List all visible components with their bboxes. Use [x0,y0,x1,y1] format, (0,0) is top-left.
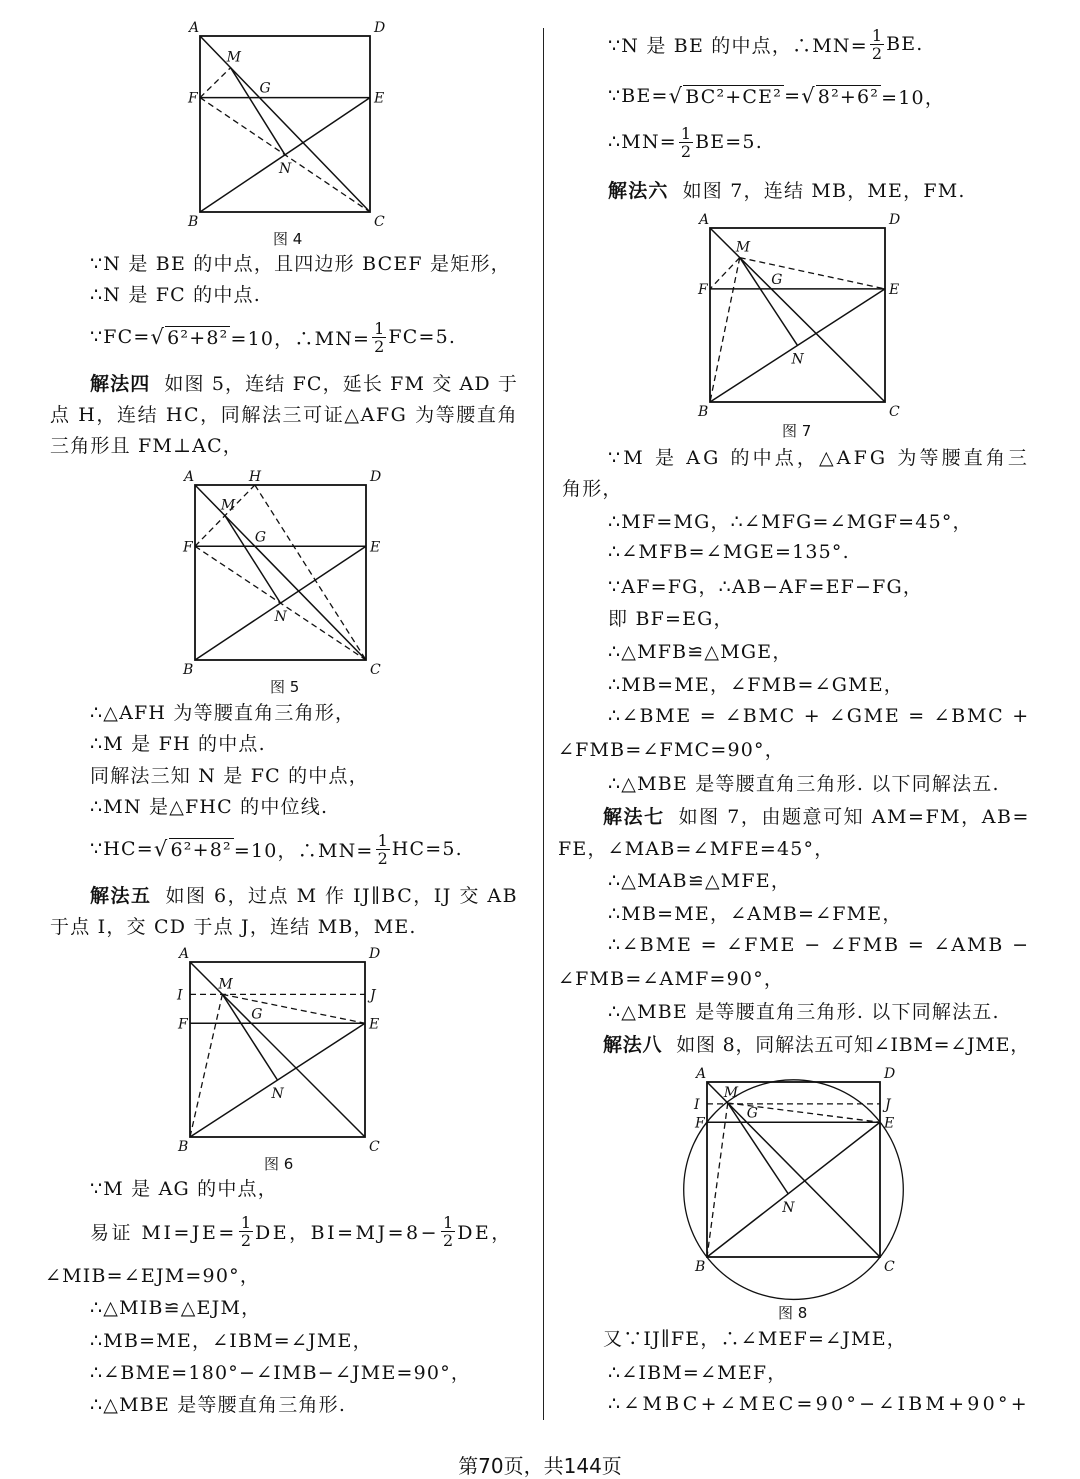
fraction [372,320,386,355]
dashed-segment-ME [222,994,365,1023]
fraction-denominator: 2 [374,336,385,356]
text-line [608,441,1030,471]
point-label-F: F [188,90,198,107]
text-segment: ∠MIB=∠EJM=90°， [45,1264,261,1287]
point-label-B: B [695,1259,706,1275]
text-segment: = [784,85,802,107]
text-segment: ∵AF=FG，∴AB−AF=EF−FG， [608,575,924,598]
segment-MN [728,1103,789,1194]
dashed-segment-MB [190,994,222,1137]
text-line [90,727,266,757]
text-segment: 角形， [562,477,623,500]
text-line [603,800,1030,830]
point-label-M: M [723,1085,739,1101]
text-segment: ∴∠IBM=∠MEF， [608,1361,788,1384]
text-line [45,1259,260,1289]
point-label-A: A [696,1066,707,1082]
fraction-denominator: 2 [680,141,692,161]
fraction-numerator: 1 [680,123,692,143]
figure-5 [155,445,406,700]
text-line [90,696,355,726]
dashed-segment-MF [710,258,740,289]
method-heading: 解法五 [90,884,152,907]
point-label-F: F [698,281,708,298]
segment-MN [225,516,281,604]
square-root [669,84,784,108]
method-heading: 解法六 [608,179,669,202]
text-segment: 又∵IJ∥FE，∴∠MEF=∠JME， [603,1327,907,1350]
text-line [90,367,518,397]
point-label-G: G [254,529,267,546]
fraction-denominator: 2 [443,1230,454,1250]
line-content [90,1293,261,1320]
point-label-N: N [791,351,804,368]
point-label-B: B [188,214,199,230]
text-segment: BE. [886,33,924,55]
text-line [558,733,785,763]
figure-7 [670,188,925,442]
line-content [608,637,793,664]
line-content [90,698,355,725]
text-line [90,1291,261,1321]
point-label-N: N [271,1086,284,1103]
text-line [608,668,904,698]
text-segment: ∴∠BME=180°−∠IMB−∠JME=90°， [90,1361,472,1384]
text-line [608,25,924,63]
point-label-C: C [884,1259,895,1275]
line-content [608,705,1030,727]
radicand: 6²+8² [170,839,232,861]
text-line [608,767,1000,797]
line-content [608,997,1000,1024]
method-heading: 解法七 [603,805,665,828]
segment-AC [200,36,370,212]
point-label-E: E [370,539,381,556]
line-content [90,761,369,788]
point-label-M: M [226,49,241,66]
line-content [608,572,923,599]
radical-sign-icon: √ [668,84,684,108]
radical-sign-icon: √ [801,84,816,108]
text-segment: ∴∠BME = ∠BMC + ∠GME = ∠BMC + [608,705,1030,727]
text-line [608,537,850,567]
text-segment: ∵N 是 BE 的中点，且四边形 BCEF 是矩形， [90,252,511,275]
text-segment: ∴△MAB≌△MFE， [608,869,792,892]
point-label-G: G [771,271,783,288]
fraction-numerator: 1 [374,318,385,338]
text-line [90,830,463,868]
radicand: 6²+8² [167,327,229,349]
text-segment: ∵M 是 AG 的中点， [90,1177,278,1200]
point-label-A: A [699,212,710,228]
text-segment: ∴△MFB≌△MGE， [608,640,793,663]
point-label-E: E [884,1115,895,1132]
point-label-B: B [183,662,194,678]
fraction [441,1214,455,1249]
segment-BE [707,1122,880,1257]
square-root [154,837,234,861]
text-segment: ∴MN 是△FHC 的中位线. [90,795,329,818]
fraction-denominator: 2 [871,43,883,63]
text-segment: 如图 7，连结 MB，ME，FM. [682,179,966,202]
line-content [90,729,266,756]
text-line [90,879,518,909]
figure-4 [160,0,410,252]
text-segment: 易证 MI=JE= [90,1221,237,1244]
line-content [608,670,904,697]
segment-AC [190,962,365,1137]
text-segment: ∴∠MBC+∠MEC=90°−∠IBM+90°+ [608,1393,1030,1415]
line-content [608,1393,1030,1415]
text-segment: FC=5. [388,326,457,348]
line-content [608,125,763,160]
point-label-D: D [370,469,382,485]
line-content [608,1358,787,1385]
segment-AC [707,1082,880,1257]
text-segment: 三角形且 FM⊥AC， [50,434,244,457]
text-segment: FE，∠MAB=∠MFE=45°， [558,837,835,860]
dashed-segment-MB [710,258,740,402]
point-label-E: E [374,90,385,107]
radical-sign-icon: √ [150,325,166,349]
text-segment: ∴MF=MG，∴∠MFG=∠MGF=45°， [608,510,973,533]
point-label-I: I [177,987,183,1004]
point-label-D: D [889,212,901,228]
point-label-N: N [782,1200,795,1216]
point-label-C: C [374,214,385,230]
text-segment: 点 H，连结 HC，同解法三可证△AFG 为等腰直角 [50,403,519,426]
fraction-denominator: 2 [377,848,388,868]
line-content [90,280,261,307]
text-line [608,505,973,535]
text-segment: ∴MB=ME，∠IBM=∠JME， [90,1329,373,1352]
line-content [90,320,456,355]
point-label-N: N [279,160,292,177]
square-root [801,84,881,108]
text-line [90,1324,373,1354]
point-label-C: C [369,1139,380,1155]
text-segment: ∴△MBE 是等腰直角三角形. 以下同解法五. [608,772,1000,795]
figure-8 [667,1042,920,1297]
line-content [562,474,623,501]
text-segment: DE， [457,1221,513,1244]
text-segment: =10， [881,86,946,109]
text-segment: ∴∠BME = ∠FME − ∠FMB = ∠AMB − [608,934,1030,956]
text-segment: =10，∴MN= [230,327,371,350]
point-label-A: A [189,20,200,36]
line-content [90,369,518,396]
point-label-M: M [218,976,233,993]
text-segment: 如图 7，由题意可知 AM=FM，AB= [678,805,1030,828]
point-label-J: J [370,987,376,1004]
line-content [608,899,903,926]
text-line [90,759,369,789]
point-label-I: I [694,1096,700,1113]
text-line [608,602,734,632]
point-label-H: H [248,469,262,485]
text-segment: ∴△MBE 是等腰直角三角形. 以下同解法五. [608,1000,1000,1023]
point-label-B: B [698,404,709,420]
text-segment: ∵N 是 BE 的中点，∴MN= [608,34,868,57]
method-heading: 解法八 [603,1033,663,1056]
text-line [90,318,457,356]
point-label-C: C [370,662,381,678]
dashed-segment-MB [707,1103,728,1257]
line-content [608,443,1030,470]
line-content [608,83,945,110]
line-content [90,1174,278,1201]
line-content [558,964,784,991]
text-line [90,790,328,820]
text-segment: ∴M 是 FH 的中点. [90,732,266,755]
line-content [90,1326,373,1353]
line-content [608,541,850,563]
text-line [90,1356,471,1386]
text-segment: ∴MN= [608,131,677,153]
text-segment: 同解法三知 N 是 FC 的中点， [90,764,369,787]
text-line [90,1212,513,1250]
text-segment: ∴△AFH 为等腰直角三角形， [90,701,356,724]
line-content [90,881,518,908]
text-segment: BE=5. [695,131,763,153]
line-content [90,1214,513,1249]
text-line [608,123,763,161]
fraction-numerator: 1 [377,830,388,850]
line-content [603,1324,907,1351]
text-segment: ∠FMB=∠FMC=90°， [558,738,785,761]
fraction-numerator: 1 [443,1212,454,1232]
figure-caption: 图 8 [778,1304,808,1322]
text-line [603,1322,907,1352]
line-content [90,249,511,276]
point-label-F: F [183,539,193,556]
dashed-segment-FM [200,68,231,98]
text-segment: HC=5. [391,838,463,860]
segment-MN [222,994,277,1080]
line-content [558,735,785,762]
text-line [608,995,1000,1025]
point-label-F: F [695,1115,705,1132]
point-label-D: D [884,1066,896,1082]
text-line [562,472,623,502]
text-line [558,832,834,862]
point-label-A: A [184,469,195,485]
line-content [90,792,328,819]
point-label-G: G [251,1006,263,1023]
point-label-E: E [369,1016,380,1033]
radicand: BC²+CE² [685,86,783,108]
point-label-G: G [746,1105,758,1122]
text-line [90,278,261,308]
line-content [50,400,518,427]
segment-BE [710,289,885,402]
text-line [558,962,784,992]
page-indicator: 第70页，共144页 [458,1454,622,1478]
dashed-segment-ME [740,258,885,289]
text-line [608,864,791,894]
text-segment: ∵M 是 AG 的中点，△AFG 为等腰直角三 [608,446,1031,469]
figure-6 [150,922,405,1177]
point-label-M: M [220,497,236,514]
dashed-segment-HC [255,485,366,660]
text-segment: ∴△MBE 是等腰直角三角形. [90,1393,347,1416]
point-label-F: F [178,1016,188,1033]
text-segment: DE，BI=MJ=8− [255,1221,440,1244]
fraction-numerator: 1 [871,25,883,45]
text-segment: ∵BE= [608,85,669,107]
point-label-G: G [259,80,271,97]
text-line [608,635,793,665]
text-segment: 即 BF=EG， [608,607,734,630]
text-line [608,1389,1030,1419]
line-content [608,507,973,534]
line-content [608,604,734,631]
column-divider [543,28,544,1420]
text-line [608,81,945,111]
figure-caption: 图 6 [264,1155,294,1173]
point-label-M: M [735,239,751,256]
point-label-D: D [369,946,381,962]
point-label-N: N [274,609,287,626]
text-segment: ∵FC= [90,326,151,348]
segment-MN [740,258,798,346]
line-content [608,27,924,62]
figure-caption: 图 5 [270,678,300,696]
method-heading: 解法四 [90,372,151,395]
line-content [558,834,834,861]
line-content [90,832,463,867]
line-content [603,802,1030,829]
fraction [870,27,884,62]
figure-caption: 图 7 [782,422,812,440]
text-segment: ∠FMB=∠AMF=90°， [558,967,785,990]
point-label-D: D [374,20,386,36]
text-segment: 如图 5，连结 FC，延长 FM 交 AD 于 [164,372,519,395]
fraction-denominator: 2 [240,1230,252,1250]
line-content [608,934,1030,956]
square-root [151,325,231,349]
text-segment: ∴MB=ME，∠AMB=∠FME， [608,902,903,925]
line-content [90,1390,346,1417]
line-content [45,1261,260,1288]
point-label-J: J [885,1096,891,1113]
text-segment: ∴MB=ME，∠FMB=∠GME， [608,673,905,696]
fraction-numerator: 1 [240,1212,252,1232]
text-line [608,930,1030,960]
point-label-C: C [889,404,900,420]
text-segment: 于点 I，交 CD 于点 J，连结 MB，ME. [50,915,417,938]
point-label-B: B [178,1139,189,1155]
fraction [239,1214,253,1249]
text-line [90,1388,346,1418]
radicand: 8²+6² [817,86,880,108]
text-segment: ∴△MIB≌△EJM， [90,1296,262,1319]
text-segment: =10，∴MN= [233,839,374,862]
text-line [608,701,1030,731]
text-line [608,897,903,927]
point-label-E: E [889,281,900,298]
text-line [608,1356,787,1386]
point-label-A: A [179,946,190,962]
text-segment: 如图 8，同解法五可知∠IBM=∠JME， [676,1033,1030,1056]
text-segment: ∵HC= [90,838,154,860]
fraction [376,832,390,867]
text-segment: ∴N 是 FC 的中点. [90,283,261,306]
text-segment: ∴∠MFB=∠MGE=135°. [608,541,850,563]
fraction [679,125,693,160]
text-line [608,570,923,600]
text-segment: 如图 6，过点 M 作 IJ∥BC，IJ 交 AB [165,884,519,907]
radical-sign-icon: √ [153,837,169,861]
text-line [50,398,518,428]
figure-caption: 图 4 [273,230,303,248]
line-content [90,1358,471,1385]
line-content [608,866,791,893]
segment-MN [231,68,285,155]
line-content [608,769,1000,796]
